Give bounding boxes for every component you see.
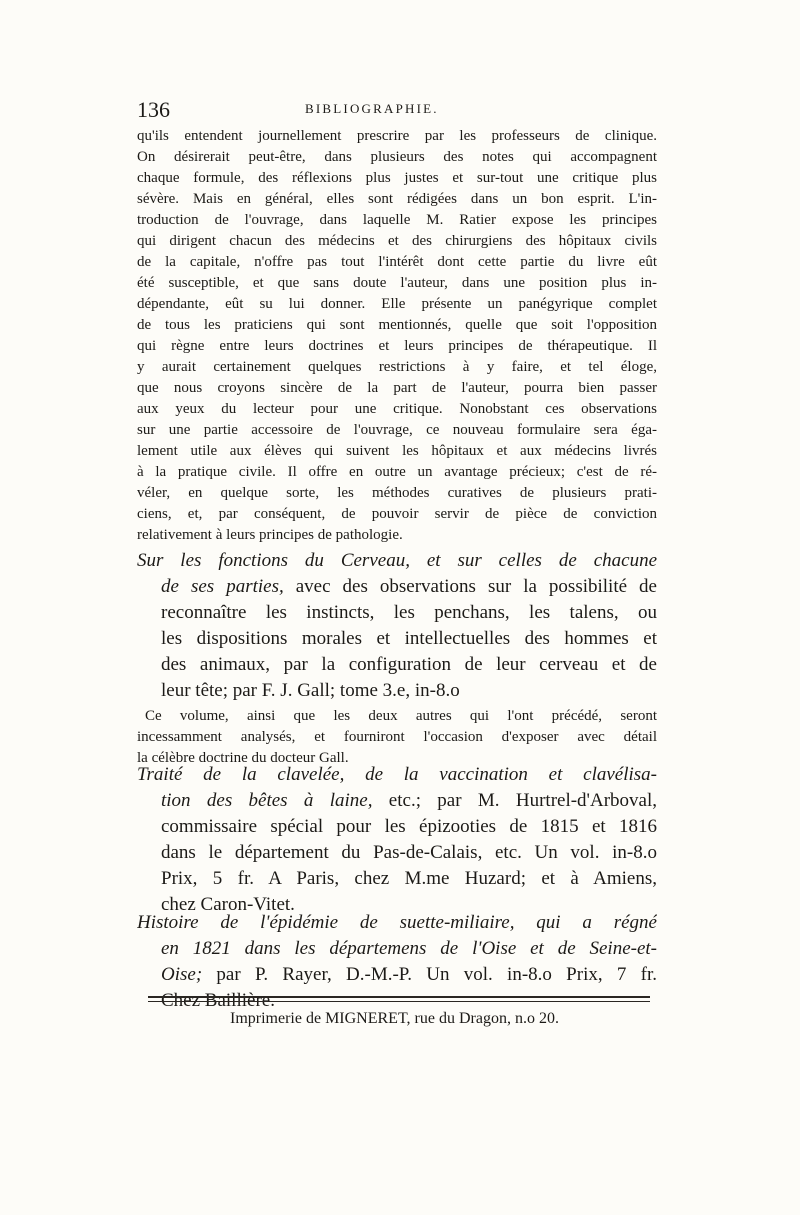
- note-line: incessamment analysés, et fourniront l'occasion d'exposer avec détail: [137, 729, 657, 745]
- imprint-line: Imprimerie de MIGNERET, rue du Dragon, n.o 20.: [230, 1010, 559, 1027]
- note-line: Ce volume, ainsi que les deux autres qui l'ont précédé, seront: [145, 708, 657, 724]
- entry-title-line: Traité de la clavelée, de la vaccination et clavélisa-: [137, 764, 657, 785]
- entry-line: dans le département du Pas-de-Calais, etc. Un vol. in-8.o: [161, 842, 657, 863]
- entry-line: reconnaître les instincts, les penchans, les talens, ou: [161, 602, 657, 623]
- text-line: véler, en quelque sorte, les méthodes curatives de plusieurs prati-: [137, 485, 657, 501]
- text-line: relativement à leurs principes de pathologie.: [137, 527, 403, 543]
- entry-title-italic: de ses parties,: [161, 576, 284, 597]
- entry-line: des animaux, par la configuration de leur cerveau et de: [161, 654, 657, 675]
- text-line: que nous croyons sincère de la part de l'auteur, pourra bien passer: [137, 380, 657, 396]
- review-paragraph: [137, 126, 657, 546]
- text-line: sévère. Mais en général, elles sont rédigées dans un bon esprit. L'in-: [137, 191, 657, 207]
- entry-line: leur tête; par F. J. Gall; tome 3.e, in-8.o: [161, 680, 460, 701]
- entry-title-italic: Oise;: [161, 964, 203, 985]
- page-header: [137, 97, 503, 121]
- text-line: chaque formule, des réflexions plus justes et sur-tout une critique plus: [137, 170, 657, 186]
- note-line: la célèbre doctrine du docteur Gall.: [137, 750, 349, 766]
- entry-title-line: en 1821 dans les départemens de l'Oise et de Seine-et-: [161, 938, 657, 959]
- entry-line: commissaire spécial pour les épizooties de 1815 et 1816: [161, 816, 657, 837]
- text-line: ciens, et, par conséquent, de pouvoir servir de pièce de conviction: [137, 506, 657, 522]
- text-line: On désirerait peut-être, dans plusieurs des notes qui accompagnent: [137, 149, 657, 165]
- text-line: troduction de l'ouvrage, dans laquelle M. Ratier expose les principes: [137, 212, 657, 228]
- double-rule-top: [148, 996, 650, 998]
- text-line: dépendante, eût su lui donner. Elle présente un panégyrique complet: [137, 296, 657, 312]
- entry-title-italic: tion des bêtes à laine,: [161, 790, 373, 811]
- text-line: à la pratique civile. Il offre en outre un avantage précieux; c'est de ré-: [137, 464, 657, 480]
- running-head: BIBLIOGRAPHIE.: [305, 101, 439, 116]
- text-line: été susceptible, et que sans doute l'auteur, dans une position plus in-: [137, 275, 657, 291]
- entry-title-line: Histoire de l'épidémie de suette-miliaire, qui a régné: [137, 912, 657, 933]
- entry-title-rest: avec des observations sur la possibilité de: [283, 576, 657, 597]
- text-line: y aurait certainement quelques restrictions à y faire, et tel éloge,: [137, 359, 657, 375]
- entry-title-line: [137, 962, 657, 988]
- entry-line: Prix, 5 fr. A Paris, chez M.me Huzard; et à Amiens,: [161, 868, 657, 889]
- entry-rayer: [137, 910, 657, 1014]
- entry-title-line: [137, 788, 657, 814]
- entry-line: chez Caron-Vitet.: [161, 894, 295, 915]
- entry-gall: [137, 548, 657, 769]
- entry-title-line: [137, 574, 657, 600]
- page-number: 136: [137, 97, 170, 122]
- entry-title-line: Sur les fonctions du Cerveau, et sur celles de chacune: [137, 550, 657, 571]
- entry-hurtrel: [137, 762, 657, 918]
- text-line: qu'ils entendent journellement prescrire par les professeurs de clinique.: [137, 128, 657, 144]
- text-line: aux yeux du lecteur pour une critique. Nonobstant ces observations: [137, 401, 657, 417]
- double-rule-bottom: [148, 1001, 650, 1002]
- text-line: qui dirigent chacun des médecins et des chirurgiens des hôpitaux civils: [137, 233, 657, 249]
- entry-title-rest: par P. Rayer, D.-M.-P. Un vol. in-8.o Prix, 7 fr.: [202, 964, 657, 985]
- text-line: de la capitale, n'offre pas tout l'intérêt dont cette partie du livre eût: [137, 254, 657, 270]
- text-line: qui règne entre leurs doctrines et leurs principes de thérapeutique. Il: [137, 338, 657, 354]
- text-line: de tous les praticiens qui sont mentionnés, quelle que soit l'opposition: [137, 317, 657, 333]
- text-line: sur une partie accessoire de l'ouvrage, ce nouveau formulaire sera éga-: [137, 422, 657, 438]
- text-line: lement utile aux élèves qui suivent les hôpitaux et aux médecins livrés: [137, 443, 657, 459]
- entry-title-rest: etc.; par M. Hurtrel-d'Arboval,: [372, 790, 657, 811]
- entry-note: [137, 706, 657, 769]
- entry-line: les dispositions morales et intellectuelles des hommes et: [161, 628, 657, 649]
